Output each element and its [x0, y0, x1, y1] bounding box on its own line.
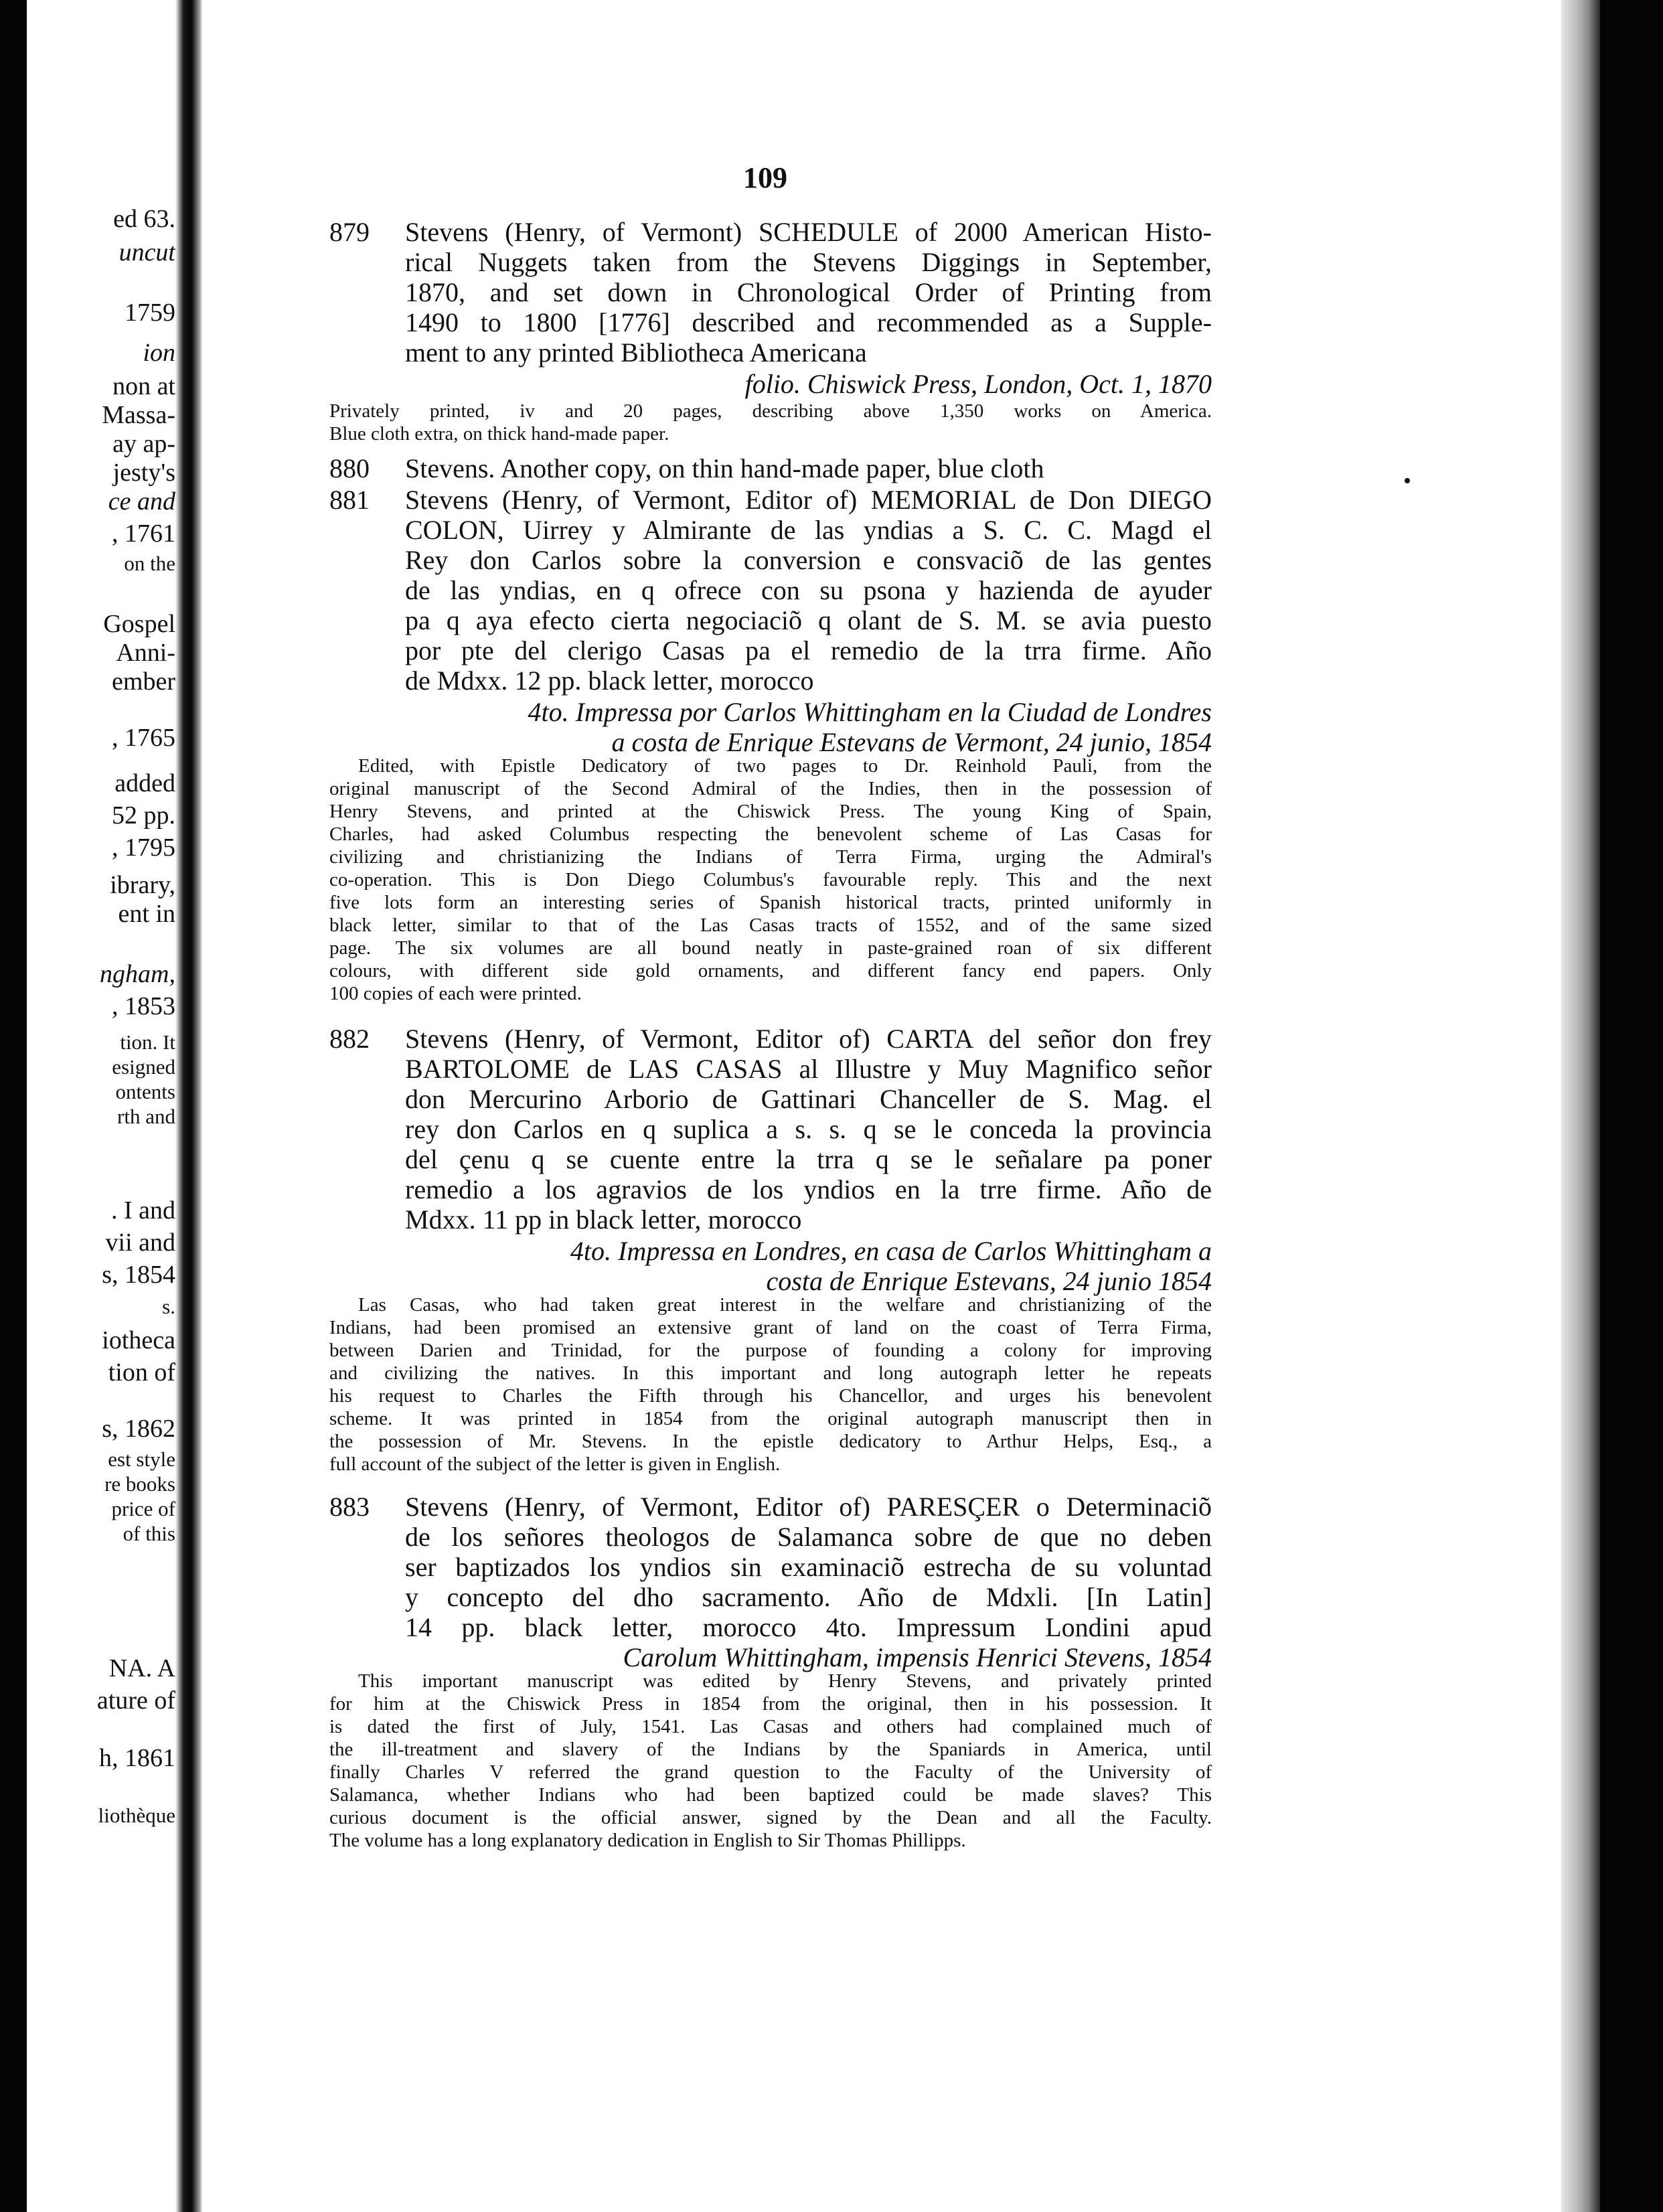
facing-page-line: of this [123, 1522, 175, 1545]
facing-page-line: Massa- [102, 401, 175, 429]
entry-number: 883 [329, 1492, 370, 1522]
entry-title-line: ser baptizados los yndios sin examinaciõ estrecha de su voluntad [405, 1552, 1212, 1582]
facing-page-fragment [27, 0, 175, 2212]
speck [1405, 478, 1410, 483]
entry-title-line: 14 pp. black letter, morocco 4to. Impressum Londini apud [405, 1612, 1212, 1642]
facing-page-line: Anni- [116, 639, 175, 667]
entry-note-line: original manuscript of the Second Admiral of the Indies, then in the possession of [329, 778, 1212, 799]
facing-page-line: uncut [118, 238, 175, 266]
facing-page-line: added [114, 769, 175, 797]
entry-title-line: 1870, and set down in Chronological Order of Printing from [405, 277, 1212, 307]
entry-note-line: for him at the Chiswick Press in 1854 from the original, then in his possession. It [329, 1693, 1212, 1715]
facing-page-line: s. [162, 1295, 175, 1318]
page-edge-shadow [1561, 0, 1600, 2212]
entry-note-line: the ill-treatment and slavery of the Indians by the Spaniards in America, until [329, 1739, 1212, 1760]
entry-title-line: de las yndias, en q ofrece con su psona y hazienda de ayuder [405, 575, 1212, 605]
entry-imprint-line: a costa de Enrique Estevans de Vermont, 24 junio, 1854 [611, 727, 1212, 757]
facing-page-line: esigned [112, 1055, 175, 1079]
facing-page-line: iotheca [102, 1326, 175, 1354]
entry-note-line: colours, with different side gold ornaments, and different fancy end papers. Only [329, 960, 1212, 981]
facing-page-line: s, 1862 [102, 1415, 175, 1443]
entry-note-line: curious document is the official answer, signed by the Dean and all the Faculty. [329, 1807, 1212, 1828]
entry-title-line: ment to any printed Bibliotheca Americana [405, 337, 867, 368]
entry-imprint-line: costa de Enrique Estevans, 24 junio 1854 [766, 1266, 1212, 1296]
entry-title-line: 1490 to 1800 [1776] described and recommended as a Supple- [405, 307, 1212, 337]
entry-title-line: Stevens (Henry, of Vermont, Editor of) CARTA del señor don frey [405, 1024, 1212, 1054]
entry-note-line: between Darien and Trinidad, for the purpose of founding a colony for improving [329, 1340, 1212, 1361]
facing-page-line: on the [124, 552, 175, 575]
entry-title-line: Stevens (Henry, of Vermont) SCHEDULE of 2000 American Histo- [405, 217, 1212, 247]
facing-page-line: , 1795 [112, 834, 175, 862]
facing-page-line: ontents [115, 1080, 175, 1103]
entry-title-line: don Mercurino Arborio de Gattinari Chanceller de S. Mag. el [405, 1084, 1212, 1114]
entry-note-line: The volume has a long explanatory dedication in English to Sir Thomas Phillipps. [329, 1830, 966, 1851]
facing-page-line: re books [104, 1472, 175, 1496]
entry-title-line: Rey don Carlos sobre la conversion e consvaciõ de las gentes [405, 545, 1212, 575]
facing-page-line: ember [112, 667, 175, 696]
facing-page-line: . I and [110, 1196, 175, 1224]
entry-imprint-line: folio. Chiswick Press, London, Oct. 1, 1870 [744, 369, 1212, 399]
facing-page-line: ent in [118, 900, 175, 928]
entry-title-line: COLON, Uirrey y Almirante de las yndias a S. C. C. Magd el [405, 515, 1212, 545]
entry-title-line: del çenu q se cuente entre la trra q se le señalare pa poner [405, 1144, 1212, 1174]
facing-page-line: non at [112, 372, 175, 400]
entry-title-line: pa q aya efecto cierta negociaciõ q olant de S. M. se avia puesto [405, 605, 1212, 635]
entry-number: 880 [329, 453, 370, 483]
facing-page-line: , 1761 [112, 520, 175, 548]
entry-number: 879 [329, 217, 370, 247]
entry-title-line: rical Nuggets taken from the Stevens Diggings in September, [405, 247, 1212, 277]
entry-note-line: is dated the first of July, 1541. Las Casas and others had complained much of [329, 1716, 1212, 1737]
facing-page-line: vii and [105, 1229, 175, 1257]
facing-page-line: ed 63. [113, 205, 175, 233]
entry-note-line: This important manuscript was edited by Henry Stevens, and privately printed [358, 1670, 1212, 1692]
facing-page-line: ibrary, [110, 871, 175, 899]
facing-page-line: ngham, [100, 960, 175, 988]
facing-page-line: tion of [108, 1358, 175, 1387]
entry-title-line: de los señores theologos de Salamanca sobre de que no deben [405, 1522, 1212, 1552]
entry-title-line: Stevens (Henry, of Vermont, Editor of) MEMORIAL de Don DIEGO [405, 485, 1212, 515]
facing-page-line: ion [143, 339, 175, 367]
entry-note-line: 100 copies of each were printed. [329, 983, 582, 1004]
entry-note-line: scheme. It was printed in 1854 from the original autograph manuscript then in [329, 1408, 1212, 1429]
entry-note-line: full account of the subject of the letter is given in English. [329, 1453, 781, 1475]
entry-note-line: Henry Stevens, and printed at the Chiswick Press. The young King of Spain, [329, 801, 1212, 822]
entry-note-line: Indians, had been promised an extensive grant of land on the coast of Terra Firma, [329, 1317, 1212, 1338]
facing-page-line: s, 1854 [102, 1261, 175, 1289]
entry-title-line: Mdxx. 11 pp in black letter, morocco [405, 1204, 802, 1235]
entry-note-line: the possession of Mr. Stevens. In the epistle dedicatory to Arthur Helps, Esq., a [329, 1431, 1212, 1452]
entry-title-line: de Mdxx. 12 pp. black letter, morocco [405, 665, 814, 696]
facing-page-line: tion. It [120, 1030, 175, 1054]
entry-note-line: Blue cloth extra, on thick hand-made paper. [329, 423, 669, 445]
entry-title-line: BARTOLOME de LAS CASAS al Illustre y Muy Magnifico señor [405, 1054, 1212, 1084]
entry-number: 882 [329, 1024, 370, 1054]
entry-title-line: remedio a los agravios de los yndios en la trre firme. Año de [405, 1174, 1212, 1204]
entry-note-line: Edited, with Epistle Dedicatory of two pages to Dr. Reinhold Pauli, from the [358, 755, 1212, 777]
entry-note-line: Las Casas, who had taken great interest in the welfare and christianizing of the [358, 1294, 1212, 1316]
facing-page-line: liothèque [98, 1804, 175, 1827]
entry-note-line: Charles, had asked Columbus respecting the benevolent scheme of Las Casas for [329, 823, 1212, 845]
facing-page-line: jesty's [112, 459, 175, 487]
facing-page-line: rth and [117, 1105, 175, 1128]
facing-page-line: ay ap- [112, 430, 175, 458]
scan-border-right [1600, 0, 1663, 2212]
facing-page-line: 1759 [125, 299, 175, 327]
book-gutter [175, 0, 202, 2212]
entry-imprint-line: Carolum Whittingham, impensis Henrici Stevens, 1854 [623, 1642, 1212, 1672]
facing-page-line: 52 pp. [112, 801, 175, 830]
entry-imprint-line: 4to. Impressa en Londres, en casa de Carlos Whittingham a [570, 1236, 1212, 1266]
entry-title-line: por pte del clerigo Casas pa el remedio de la trra firme. Año [405, 635, 1212, 665]
entry-note-line: his request to Charles the Fifth through his Chancellor, and urges his benevolent [329, 1385, 1212, 1407]
entry-note-line: five lots form an interesting series of Spanish historical tracts, printed uniformly in [329, 892, 1212, 913]
facing-page-line: est style [108, 1447, 175, 1471]
entry-imprint-line: 4to. Impressa por Carlos Whittingham en la Ciudad de Londres [528, 697, 1212, 727]
entry-note-line: Privately printed, iv and 20 pages, describing above 1,350 works on America. [329, 400, 1212, 422]
entry-title-line: y concepto del dho sacramento. Año de Mdxli. [In Latin] [405, 1582, 1212, 1612]
page-number: 109 [743, 161, 787, 194]
entry-note-line: page. The six volumes are all bound neatly in paste-grained roan of six different [329, 937, 1212, 959]
entry-number: 881 [329, 485, 370, 515]
scan-border-left [0, 0, 27, 2212]
facing-page-line: ce and [108, 487, 175, 516]
facing-page-line: Gospel [103, 610, 175, 638]
entry-note-line: co-operation. This is Don Diego Columbus's favourable reply. This and the next [329, 869, 1212, 890]
facing-page-line: price of [111, 1497, 175, 1520]
entry-note-line: Salamanca, whether Indians who had been baptized could be made slaves? This [329, 1784, 1212, 1806]
entry-title-line: rey don Carlos en q suplica a s. s. q se le conceda la provincia [405, 1114, 1212, 1144]
entry-note-line: and civilizing the natives. In this important and long autograph letter he repeats [329, 1362, 1212, 1384]
entry-note-line: black letter, similar to that of the Las Casas tracts of 1552, and of the same sized [329, 915, 1212, 936]
facing-page-line: NA. A [108, 1654, 175, 1682]
facing-page-line: , 1853 [112, 992, 175, 1020]
facing-page-line: h, 1861 [99, 1744, 175, 1772]
entry-note-line: civilizing and christianizing the Indians of Terra Firma, urging the Admiral's [329, 846, 1212, 868]
facing-page-line: , 1765 [112, 724, 175, 752]
entry-note-line: finally Charles V referred the grand question to the Faculty of the University of [329, 1761, 1212, 1783]
facing-page-line: ature of [96, 1686, 175, 1715]
entry-title-line: Stevens. Another copy, on thin hand-made paper, blue cloth [405, 453, 1044, 483]
entry-title-line: Stevens (Henry, of Vermont, Editor of) PARESÇER o Determinaciõ [405, 1492, 1212, 1522]
